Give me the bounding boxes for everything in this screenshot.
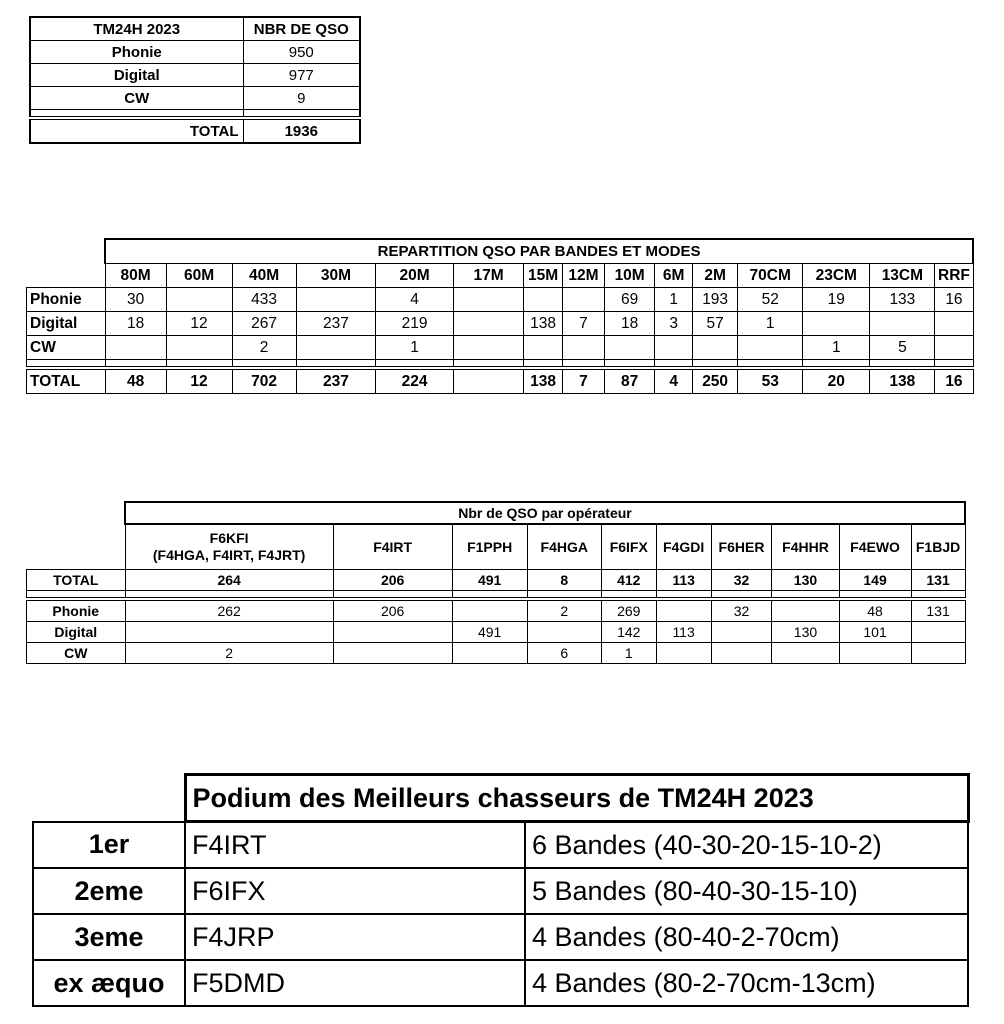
bands-table	[26, 238, 974, 394]
bands-cell	[693, 336, 738, 360]
summary-value: 9	[243, 87, 360, 110]
bands-cell: 7	[563, 312, 605, 336]
bands-cell	[453, 288, 523, 312]
operators-cell	[711, 622, 772, 643]
podium-bands: 5 Bandes (80-40-30-15-10)	[525, 868, 968, 914]
bands-cell	[870, 312, 935, 336]
band-column-header: 10M	[604, 264, 654, 288]
operator-column-header: F4GDI	[656, 524, 711, 570]
bands-cell	[524, 288, 563, 312]
operators-cell	[839, 643, 911, 664]
operators-cell	[333, 643, 452, 664]
operators-cell: 491	[452, 622, 527, 643]
podium-rank: ex æquo	[33, 960, 185, 1006]
band-column-header: 13CM	[870, 264, 935, 288]
bands-cell	[935, 336, 973, 360]
summary-row	[30, 87, 360, 110]
operator-column-header: F4EWO	[839, 524, 911, 570]
operators-cell: 269	[601, 599, 656, 622]
podium-table	[32, 773, 970, 1007]
bands-cell	[655, 336, 693, 360]
summary-label: Phonie	[30, 41, 243, 64]
bands-cell: 69	[604, 288, 654, 312]
bands-total-row	[27, 368, 974, 394]
podium-rank: 2eme	[33, 868, 185, 914]
operators-total-cell: 113	[656, 570, 711, 591]
bands-cell: 2	[232, 336, 296, 360]
bands-cell	[453, 312, 523, 336]
podium-row	[33, 868, 968, 914]
bands-cell: 57	[693, 312, 738, 336]
operators-cell: 32	[711, 599, 772, 622]
summary-header-event: TM24H 2023	[30, 17, 243, 41]
bands-total-cell: 224	[376, 368, 454, 394]
podium-callsign: F5DMD	[185, 960, 525, 1006]
bands-separator	[27, 360, 974, 369]
operators-total-label: TOTAL	[27, 570, 126, 591]
bands-cell: 3	[655, 312, 693, 336]
summary-total-value: 1936	[243, 118, 360, 143]
operators-row-cw	[27, 643, 966, 664]
bands-total-cell: 48	[105, 368, 166, 394]
bands-cell: 30	[105, 288, 166, 312]
band-column-header: 80M	[105, 264, 166, 288]
podium-callsign: F4JRP	[185, 914, 525, 960]
operators-cell	[452, 599, 527, 622]
operators-cell	[125, 622, 333, 643]
summary-value: 977	[243, 64, 360, 87]
operators-header-row	[27, 524, 966, 570]
bands-cell	[166, 336, 232, 360]
operators-cell	[772, 599, 839, 622]
bands-cell: 1	[803, 336, 870, 360]
band-column-header: 6M	[655, 264, 693, 288]
operators-total-cell: 131	[911, 570, 965, 591]
podium-row	[33, 914, 968, 960]
podium-row	[33, 960, 968, 1006]
podium-callsign: F4IRT	[185, 822, 525, 869]
operators-cell: 113	[656, 622, 711, 643]
summary-table	[29, 16, 361, 144]
bands-row-label: Phonie	[27, 288, 106, 312]
operators-total-cell: 32	[711, 570, 772, 591]
bands-total-cell: 16	[935, 368, 973, 394]
bands-total-cell	[453, 368, 523, 394]
operators-cell: 206	[333, 599, 452, 622]
summary-value: 950	[243, 41, 360, 64]
bands-cell: 18	[105, 312, 166, 336]
bands-cell: 12	[166, 312, 232, 336]
operators-cell: 2	[527, 599, 601, 622]
band-column-header: 30M	[296, 264, 376, 288]
bands-total-cell: 237	[296, 368, 376, 394]
bands-cell: 1	[655, 288, 693, 312]
bands-cell: 52	[738, 288, 803, 312]
operators-cell: 142	[601, 622, 656, 643]
bands-total-cell: 20	[803, 368, 870, 394]
bands-cell	[738, 336, 803, 360]
operators-cell	[452, 643, 527, 664]
operators-cell: 101	[839, 622, 911, 643]
bands-cell: 19	[803, 288, 870, 312]
summary-label: CW	[30, 87, 243, 110]
bands-total-cell: 702	[232, 368, 296, 394]
summary-row	[30, 41, 360, 64]
bands-cell	[296, 336, 376, 360]
bands-total-cell: 53	[738, 368, 803, 394]
bands-cell: 1	[738, 312, 803, 336]
bands-cell: 237	[296, 312, 376, 336]
operators-title: Nbr de QSO par opérateur	[125, 502, 965, 524]
podium-title-row	[33, 775, 968, 822]
summary-row	[30, 64, 360, 87]
bands-row-digital	[27, 312, 974, 336]
bands-row-phonie	[27, 288, 974, 312]
bands-cell	[563, 336, 605, 360]
operator-column-header	[125, 524, 333, 570]
summary-header-row	[30, 17, 360, 41]
operators-cell: 2	[125, 643, 333, 664]
operator-column-header: F6IFX	[601, 524, 656, 570]
bands-row-label: Digital	[27, 312, 106, 336]
operators-total-cell: 130	[772, 570, 839, 591]
podium-callsign: F6IFX	[185, 868, 525, 914]
bands-cell: 267	[232, 312, 296, 336]
podium-row	[33, 822, 968, 869]
operators-total-row	[27, 570, 966, 591]
bands-title: REPARTITION QSO PAR BANDES ET MODES	[105, 239, 973, 264]
band-column-header: 60M	[166, 264, 232, 288]
bands-cell: 18	[604, 312, 654, 336]
bands-title-row	[27, 239, 974, 264]
podium-bands: 4 Bandes (80-2-70cm-13cm)	[525, 960, 968, 1006]
bands-cell: 16	[935, 288, 973, 312]
operator-column-header: F4HHR	[772, 524, 839, 570]
bands-total-cell: 138	[870, 368, 935, 394]
operators-total-cell: 149	[839, 570, 911, 591]
operators-cell: 6	[527, 643, 601, 664]
operators-cell: 1	[601, 643, 656, 664]
bands-total-cell: 12	[166, 368, 232, 394]
operator-column-header: F1BJD	[911, 524, 965, 570]
operators-row-phonie	[27, 599, 966, 622]
operator-column-header: F1PPH	[452, 524, 527, 570]
summary-total-label: TOTAL	[30, 118, 243, 143]
operator-column-header: F4IRT	[333, 524, 452, 570]
bands-cell	[563, 288, 605, 312]
podium-bands: 6 Bandes (40-30-20-15-10-2)	[525, 822, 968, 869]
podium-rank: 3eme	[33, 914, 185, 960]
bands-cell	[453, 336, 523, 360]
summary-separator	[30, 110, 360, 119]
bands-row-cw	[27, 336, 974, 360]
operators-cell: 130	[772, 622, 839, 643]
operators-total-cell: 264	[125, 570, 333, 591]
band-column-header: 70CM	[738, 264, 803, 288]
operators-total-cell: 8	[527, 570, 601, 591]
operators-cell	[772, 643, 839, 664]
bands-cell	[105, 336, 166, 360]
operator-callsign: F6KFI	[209, 530, 249, 546]
bands-total-cell: 7	[563, 368, 605, 394]
operators-title-row	[27, 502, 966, 524]
summary-label: Digital	[30, 64, 243, 87]
bands-cell	[524, 336, 563, 360]
bands-total-label: TOTAL	[27, 368, 106, 394]
podium-title: Podium des Meilleurs chasseurs de TM24H 2023	[185, 775, 968, 822]
operators-cell: 48	[839, 599, 911, 622]
podium-bands: 4 Bandes (80-40-2-70cm)	[525, 914, 968, 960]
operators-total-cell: 206	[333, 570, 452, 591]
band-column-header: 12M	[563, 264, 605, 288]
bands-cell: 133	[870, 288, 935, 312]
operators-row-label: Digital	[27, 622, 126, 643]
bands-cell	[935, 312, 973, 336]
bands-total-cell: 87	[604, 368, 654, 394]
operators-total-cell: 491	[452, 570, 527, 591]
operators-total-cell: 412	[601, 570, 656, 591]
band-column-header: 15M	[524, 264, 563, 288]
operators-cell	[911, 622, 965, 643]
bands-cell	[803, 312, 870, 336]
operators-row-label: CW	[27, 643, 126, 664]
bands-total-cell: 138	[524, 368, 563, 394]
bands-cell: 5	[870, 336, 935, 360]
bands-cell: 219	[376, 312, 454, 336]
bands-cell: 1	[376, 336, 454, 360]
bands-cell: 193	[693, 288, 738, 312]
operators-separator	[27, 591, 966, 600]
operators-table	[26, 501, 966, 664]
bands-cell: 433	[232, 288, 296, 312]
band-column-header: 2M	[693, 264, 738, 288]
operators-cell	[656, 599, 711, 622]
band-column-header: 20M	[376, 264, 454, 288]
operator-column-header: F4HGA	[527, 524, 601, 570]
operators-cell	[656, 643, 711, 664]
operators-row-digital	[27, 622, 966, 643]
podium-rank: 1er	[33, 822, 185, 869]
band-column-header: 17M	[453, 264, 523, 288]
operator-column-header: F6HER	[711, 524, 772, 570]
bands-total-cell: 250	[693, 368, 738, 394]
band-column-header: 23CM	[803, 264, 870, 288]
summary-header-count: NBR DE QSO	[243, 17, 360, 41]
bands-row-label: CW	[27, 336, 106, 360]
operators-cell	[333, 622, 452, 643]
bands-cell	[166, 288, 232, 312]
operators-row-label: Phonie	[27, 599, 126, 622]
operators-cell	[527, 622, 601, 643]
operators-cell: 262	[125, 599, 333, 622]
operators-cell: 131	[911, 599, 965, 622]
bands-cell: 4	[376, 288, 454, 312]
operators-cell	[711, 643, 772, 664]
bands-cell	[296, 288, 376, 312]
operator-callsign-members: (F4HGA, F4IRT, F4JRT)	[152, 547, 306, 563]
summary-total-row	[30, 118, 360, 143]
bands-cell	[604, 336, 654, 360]
operators-cell	[911, 643, 965, 664]
band-column-header: 40M	[232, 264, 296, 288]
band-column-header: RRF	[935, 264, 973, 288]
bands-total-cell: 4	[655, 368, 693, 394]
bands-cell: 138	[524, 312, 563, 336]
bands-header-row	[27, 264, 974, 288]
